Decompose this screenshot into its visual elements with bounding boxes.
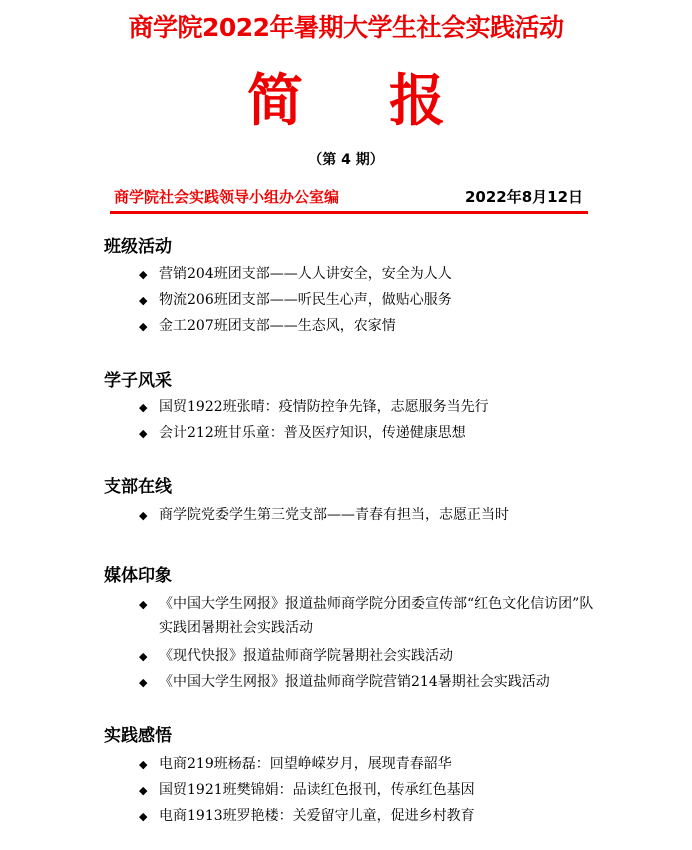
diamond-icon: ◆ bbox=[139, 509, 148, 522]
list-item: ◆ 商学院党委学生第三党支部——青春有担当，志愿正当时 bbox=[139, 503, 619, 528]
list-item: ◆ 物流206班团支部——听民生心声，做贴心服务 bbox=[139, 288, 619, 313]
list-item: ◆ 《中国大学生网报》报道盐师商学院营销214暑期社会实践活动 bbox=[139, 670, 619, 695]
list-item: ◆ 《中国大学生网报》报道盐师商学院分团委宣传部“红色文化信访团”队实践团暑期社会实践活动 bbox=[139, 592, 619, 640]
header-title: 商学院2022年暑期大学生社会实践活动 bbox=[128, 13, 564, 42]
list-item: ◆ 电商219班杨磊：回望峥嵘岁月，展现青春韶华 bbox=[139, 752, 619, 777]
issue-date: 2022年8月12日 bbox=[465, 188, 584, 206]
diamond-icon: ◆ bbox=[139, 268, 148, 281]
list-item: ◆ 国贸1922班张晴：疫情防控争先锋，志愿服务当先行 bbox=[139, 395, 619, 420]
list-item: ◆ 金工207班团支部——生态风，农家情 bbox=[139, 314, 619, 339]
section-title-class-activities: 班级活动 bbox=[104, 237, 172, 257]
diamond-icon: ◆ bbox=[139, 294, 148, 307]
diamond-icon: ◆ bbox=[139, 784, 148, 797]
list-item: ◆ 国贸1921班樊锦娟：品读红色报刊，传承红色基因 bbox=[139, 778, 619, 803]
section-title-media-impressions: 媒体印象 bbox=[104, 566, 172, 586]
list-item: ◆ 《现代快报》报道盐师商学院暑期社会实践活动 bbox=[139, 644, 619, 669]
diamond-icon: ◆ bbox=[139, 650, 148, 663]
diamond-icon: ◆ bbox=[139, 598, 148, 611]
diamond-icon: ◆ bbox=[139, 758, 148, 771]
diamond-icon: ◆ bbox=[139, 676, 148, 689]
issue-number: （第 4 期） bbox=[308, 152, 384, 168]
big-title bbox=[0, 70, 692, 134]
diamond-icon: ◆ bbox=[139, 401, 148, 414]
editor-line: 商学院社会实践领导小组办公室编 bbox=[114, 188, 340, 206]
header-divider bbox=[110, 211, 588, 214]
section-title-student-style: 学子风采 bbox=[104, 371, 172, 391]
diamond-icon: ◆ bbox=[139, 427, 148, 440]
list-item: ◆ 会计212班甘乐童：普及医疗知识，传递健康思想 bbox=[139, 421, 619, 446]
big-title-right: 报 bbox=[389, 69, 445, 134]
list-item: ◆ 营销204班团支部——人人讲安全，安全为人人 bbox=[139, 262, 619, 287]
section-title-practice-insights: 实践感悟 bbox=[104, 726, 172, 746]
section-title-branch-online: 支部在线 bbox=[104, 477, 172, 497]
diamond-icon: ◆ bbox=[139, 320, 148, 333]
big-title-left: 简 bbox=[247, 69, 303, 134]
list-item: ◆ 电商1913班罗艳楼：关爱留守儿童，促进乡村教育 bbox=[139, 804, 619, 829]
diamond-icon: ◆ bbox=[139, 810, 148, 823]
